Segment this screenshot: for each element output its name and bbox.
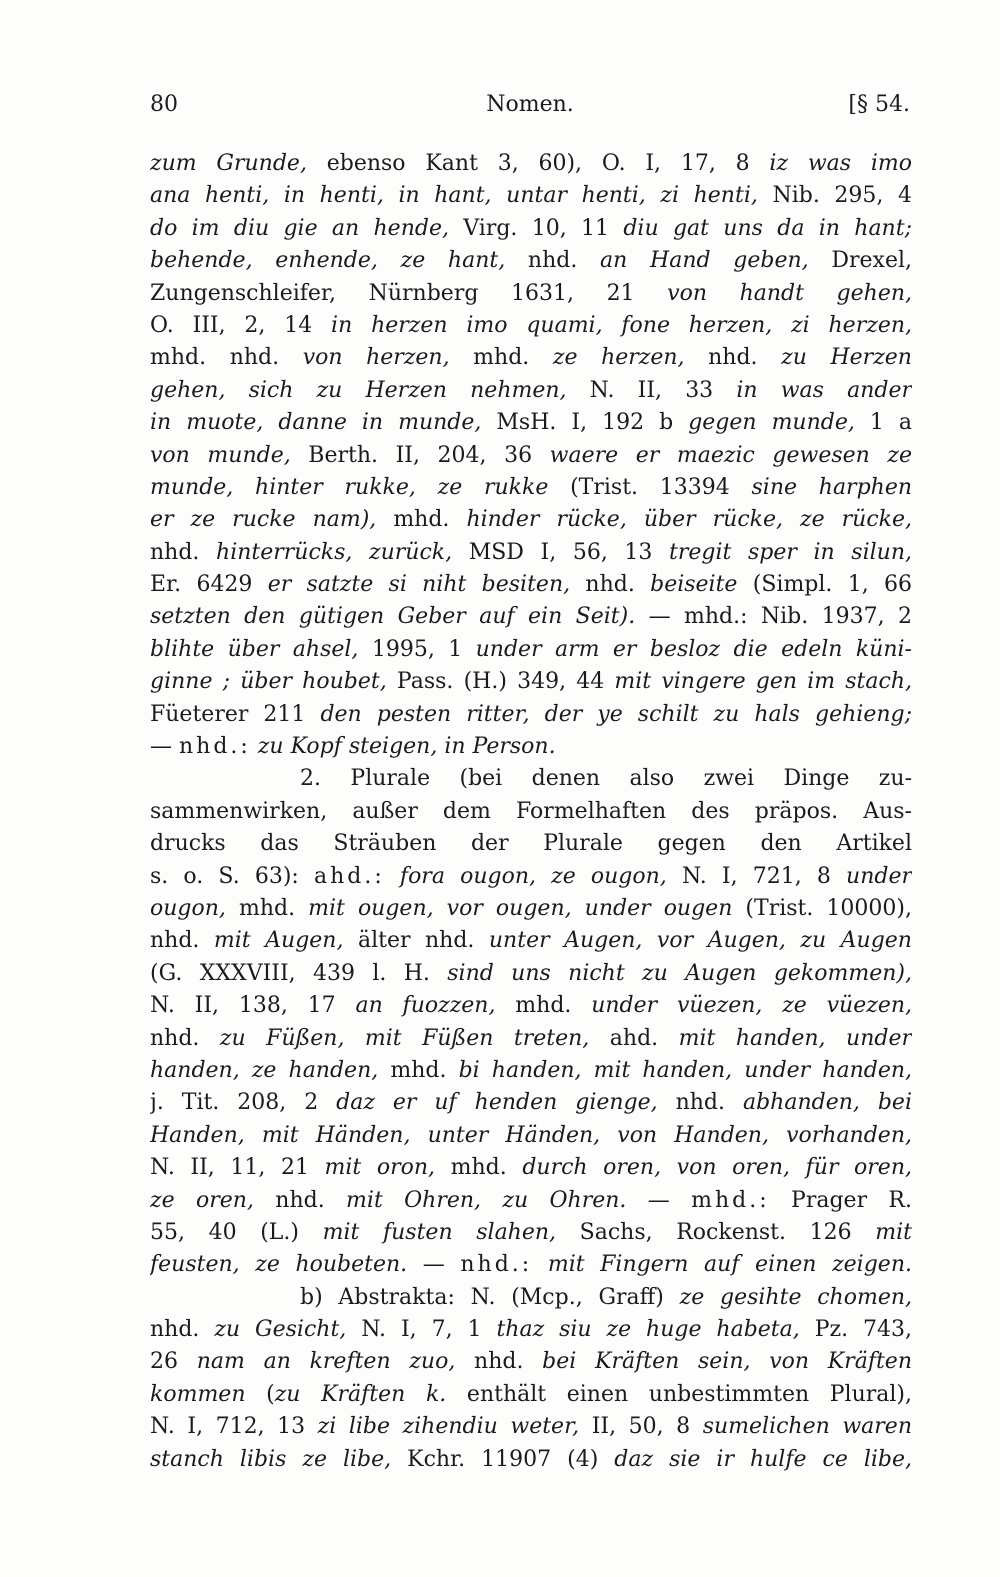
text-line	[150, 1217, 912, 1249]
text-segment: Nib. 295, 4	[757, 183, 912, 209]
text-line	[150, 537, 912, 569]
italic-text: mit oron,	[324, 1155, 436, 1181]
text-segment	[385, 864, 400, 889]
italic-text: sind uns nicht zu Augen gekommen),	[447, 960, 912, 986]
italic-text: hinterrücks, zurück,	[216, 539, 453, 565]
text-segment: 1 a	[854, 410, 912, 436]
text-line	[150, 893, 912, 925]
italic-text: ougon,	[150, 895, 226, 921]
text-line	[150, 1055, 912, 1087]
text-line	[150, 213, 912, 245]
text-line	[150, 375, 912, 407]
text-line	[150, 990, 912, 1022]
text-line	[150, 278, 912, 310]
text-line	[150, 1152, 912, 1184]
text-line	[150, 148, 912, 180]
text-line	[150, 731, 912, 763]
text-line	[150, 1346, 912, 1378]
italic-text: ze gesihte chomen,	[679, 1284, 912, 1310]
italic-text: nam an kreften zuo,	[196, 1349, 456, 1375]
text-segment: (G. XXXVIII, 439 l. H.	[150, 960, 448, 986]
italic-text: under	[846, 863, 912, 889]
text-segment: Sachs, Rockenst. 126	[556, 1219, 876, 1245]
text-segment: N. I, 7, 1	[346, 1317, 497, 1343]
text-segment: mhd.:	[691, 1187, 770, 1213]
text-segment: mhd.	[449, 345, 553, 371]
page-header	[150, 92, 910, 122]
italic-text: do im diu gie an hende,	[150, 215, 449, 241]
italic-text: abhanden, bei	[742, 1090, 912, 1116]
italic-text: blihte über ahsel,	[150, 636, 359, 662]
italic-text: mit Fingern auf einen zeigen.	[547, 1252, 912, 1278]
text-line	[150, 1023, 912, 1055]
page-number: 80	[150, 92, 178, 117]
text-segment: N. II, 11, 21	[150, 1155, 325, 1181]
text-segment: nhd.	[150, 539, 217, 565]
text-line	[150, 569, 912, 601]
text-line	[150, 925, 912, 957]
text-segment: MSD I, 56, 13	[452, 539, 670, 565]
text-line	[150, 1087, 912, 1119]
italic-text: zu Kopf steigen, in Person.	[257, 734, 556, 760]
italic-text: diu gat uns da in hant;	[623, 215, 912, 241]
italic-text: zu Füßen, mit Füßen treten,	[219, 1025, 590, 1051]
italic-text: in muote, danne in munde,	[150, 410, 482, 436]
text-segment: —	[150, 734, 179, 760]
text-segment: mhd.	[376, 507, 467, 533]
italic-text: mit Augen,	[213, 928, 344, 954]
italic-text: zu Herzen	[781, 345, 912, 371]
italic-text: an fuozzen,	[355, 993, 496, 1019]
italic-text: hinder rücke, über rücke, ze rücke,	[466, 507, 912, 533]
italic-text: Handen, mit Händen, unter Händen, von Handen, vorhanden,	[150, 1122, 912, 1148]
italic-text: von herzen,	[302, 345, 450, 371]
text-segment: (Simpl. 1, 66	[737, 572, 912, 598]
italic-text: beiseite	[650, 572, 738, 598]
text-segment: 26	[150, 1349, 197, 1375]
italic-text: fora ougon, ze ougon,	[399, 863, 667, 889]
text-segment: 2. Plurale (bei denen also zwei Dinge zu-	[300, 766, 912, 792]
text-segment: (	[245, 1381, 275, 1407]
text-segment: j. Tit. 208, 2	[150, 1090, 337, 1116]
italic-text: setzten den gütigen Geber auf ein Seit).	[150, 604, 636, 630]
text-segment: älter nhd.	[343, 928, 489, 954]
italic-text: tregit sper in silun,	[669, 539, 912, 565]
italic-text: daz er uf henden gienge,	[336, 1090, 658, 1116]
text-segment: nhd.	[684, 345, 782, 371]
italic-text: thaz siu ze huge habeta,	[496, 1317, 800, 1343]
text-segment: 1995, 1	[358, 636, 476, 662]
text-line	[150, 1444, 912, 1476]
italic-text: bi handen, mit handen, under handen,	[458, 1057, 912, 1083]
italic-text: feusten, ze houbeten.	[150, 1252, 408, 1278]
text-segment: nhd.:	[179, 734, 251, 760]
italic-text: durch oren, von oren, für oren,	[522, 1155, 912, 1181]
italic-text: zu Kräften k.	[274, 1381, 447, 1407]
text-line	[150, 601, 912, 633]
text-line	[150, 310, 912, 342]
text-segment: nhd.:	[460, 1252, 533, 1278]
text-line	[150, 958, 912, 990]
running-title: Nomen.	[486, 92, 574, 117]
text-line	[150, 504, 912, 536]
italic-text: gegen munde,	[688, 410, 855, 436]
text-segment: Berth. II, 204, 36	[290, 442, 550, 468]
text-segment: O. III, 2, 14	[150, 312, 332, 338]
text-segment: mhd.	[225, 895, 309, 921]
text-segment: s. o. S. 63):	[150, 863, 314, 889]
italic-text: ginne ; über houbet,	[150, 669, 387, 695]
text-segment	[251, 734, 258, 759]
italic-text: mit ougen, vor ougen, under ougen	[308, 895, 733, 921]
italic-text: waere er maezic gewesen ze	[549, 442, 912, 468]
text-segment: b) Abstrakta: N. (Mcp., Graff)	[300, 1284, 680, 1310]
text-segment: nhd.	[150, 1025, 220, 1051]
body-text	[150, 148, 912, 1476]
italic-text: handen, ze handen,	[150, 1057, 379, 1083]
text-segment: —	[626, 1187, 692, 1213]
text-segment: ebenso Kant 3, 60), O. I, 17, 8	[306, 151, 770, 176]
italic-text: von handt gehen,	[667, 280, 912, 306]
italic-text: in was ander	[736, 377, 912, 403]
text-segment: Prager R.	[769, 1187, 912, 1213]
text-segment: enthält einen unbestimmten Plural),	[446, 1381, 912, 1407]
text-segment: Pass. (H.) 349, 44	[386, 669, 615, 695]
text-line	[150, 796, 912, 828]
italic-text: ze oren,	[150, 1187, 254, 1213]
text-line	[150, 1185, 912, 1217]
italic-text: zu Gesicht,	[214, 1317, 347, 1343]
italic-text: munde, hinter rukke, ze rukke	[150, 474, 549, 500]
text-line	[150, 440, 912, 472]
italic-text: behende, enhende, ze hant,	[150, 248, 506, 274]
text-line	[150, 180, 912, 212]
text-segment: (Trist. 13394	[548, 474, 752, 500]
italic-text: unter Augen, vor Augen, zu Augen	[488, 928, 912, 954]
text-line	[150, 699, 912, 731]
text-line	[150, 828, 912, 860]
text-segment: Füeterer 211	[150, 701, 321, 727]
text-segment: nhd.	[657, 1090, 743, 1116]
italic-text: mit Ohren, zu Ohren.	[346, 1187, 627, 1213]
text-line	[150, 1249, 912, 1281]
text-segment: Virg. 10, 11	[448, 215, 624, 241]
italic-text: kommen	[150, 1381, 246, 1407]
text-line	[150, 472, 912, 504]
text-line	[150, 407, 912, 439]
text-segment: (Trist. 10000),	[732, 895, 912, 921]
text-segment: nhd.	[570, 572, 651, 598]
italic-text: den pesten ritter, der ye schilt zu hals gehieng;	[320, 701, 912, 727]
text-segment: Zungenschleifer, Nürnberg 1631, 21	[150, 280, 668, 306]
text-segment: N. II, 33	[566, 377, 737, 403]
italic-text: iz was imo	[769, 151, 912, 176]
text-segment: sammenwirken, außer dem Formelhaften des präpos. Aus-	[150, 798, 912, 824]
text-segment: nhd.	[505, 248, 601, 274]
text-segment: —	[407, 1252, 461, 1278]
text-line	[150, 1314, 912, 1346]
text-segment: nhd.	[150, 1317, 215, 1343]
text-line	[150, 1120, 912, 1152]
text-segment: N. I, 721, 8	[666, 863, 847, 889]
italic-text: under vüezen, ze vüezen,	[591, 993, 912, 1019]
italic-text: er satzte si niht besiten,	[267, 572, 571, 598]
text-segment: nhd.	[253, 1187, 347, 1213]
italic-text: sumelichen waren	[702, 1414, 912, 1440]
text-segment: — mhd.: Nib. 1937, 2	[635, 604, 912, 630]
text-segment: mhd.	[435, 1155, 523, 1181]
text-line	[150, 1282, 912, 1314]
text-segment: mhd.	[495, 993, 592, 1019]
text-segment: II, 50, 8	[579, 1414, 703, 1440]
italic-text: mit fusten slahen,	[322, 1219, 557, 1245]
text-segment: MsH. I, 192 b	[481, 410, 689, 436]
section-number: [§ 54.	[848, 92, 910, 117]
italic-text: daz sie ir hulfe ce libe,	[614, 1446, 912, 1472]
text-segment: drucks das Sträuben der Plurale gegen den Artikel	[150, 831, 912, 857]
text-segment: nhd.	[150, 928, 214, 954]
text-line	[150, 763, 912, 795]
text-line	[150, 1379, 912, 1411]
text-segment: nhd.	[455, 1349, 543, 1375]
text-segment: mhd.	[378, 1057, 459, 1083]
italic-text: gehen, sich zu Herzen nehmen,	[150, 377, 567, 403]
text-line	[150, 634, 912, 666]
text-segment: ahd.	[589, 1025, 679, 1051]
text-segment: 55, 40 (L.)	[150, 1219, 323, 1245]
italic-text: ze herzen,	[552, 345, 685, 371]
italic-text: er ze rucke nam),	[150, 507, 377, 533]
text-segment	[532, 1252, 548, 1277]
text-segment: Kchr. 11907 (4)	[391, 1446, 615, 1472]
italic-text: zi libe zihendiu weter,	[317, 1414, 580, 1440]
text-line	[150, 861, 912, 893]
text-line	[150, 666, 912, 698]
text-segment: Er. 6429	[150, 572, 268, 598]
italic-text: in herzen imo quami, fone herzen, zi herzen,	[331, 312, 912, 338]
italic-text: under arm er besloz die edeln küni-	[475, 636, 912, 662]
italic-text: bei Kräften sein, von Kräften	[542, 1349, 912, 1375]
text-segment: ahd.:	[313, 863, 385, 889]
italic-text: an Hand geben,	[600, 248, 809, 274]
italic-text: mit vingere gen im stach,	[614, 669, 912, 695]
italic-text: ana henti, in henti, in hant, untar henti, zi henti,	[150, 183, 758, 209]
text-line	[150, 342, 912, 374]
italic-text: mit handen, under	[678, 1025, 912, 1051]
text-segment: N. II, 138, 17	[150, 993, 356, 1019]
italic-text: stanch libis ze libe,	[150, 1446, 392, 1472]
text-segment: mhd. nhd.	[150, 345, 303, 371]
text-line	[150, 1411, 912, 1443]
italic-text: sine harphen	[751, 474, 912, 500]
italic-text: zum Grunde,	[150, 151, 307, 176]
text-segment: Pz. 743,	[799, 1317, 912, 1343]
text-segment: Drexel,	[808, 248, 912, 274]
italic-text: von munde,	[150, 442, 291, 468]
text-segment: N. I, 712, 13	[150, 1414, 318, 1440]
text-line	[150, 245, 912, 277]
italic-text: mit	[875, 1219, 912, 1245]
